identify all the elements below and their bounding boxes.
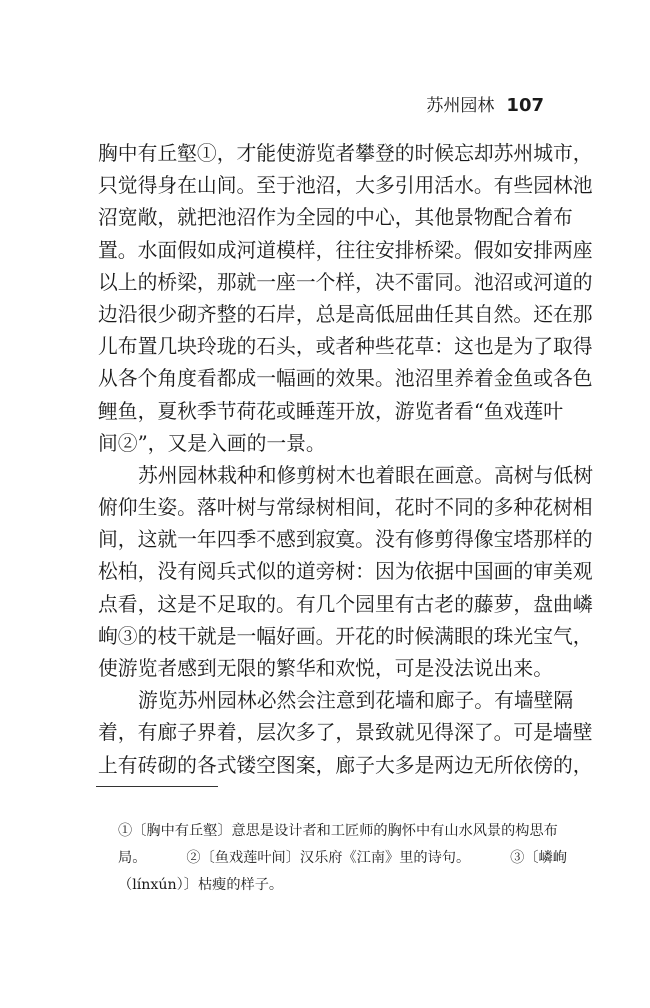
text-line: 点看，这是不足取的。有几个园里有古老的藤萝，盘曲嶙: [98, 592, 593, 616]
text-line: 使游览者感到无限的繁华和欢悦，可是没法说出来。: [98, 657, 553, 680]
chapter-title: 苏州园林: [426, 96, 495, 116]
text-line: 俯仰生姿。落叶树与常绿树相间，花时不同的多种花树相: [98, 496, 593, 520]
footnote-text: ③〔嶙峋: [510, 850, 567, 866]
body-text: [98, 138, 593, 782]
text-line: 置。水面假如成河道模样，往往安排桥梁。假如安排两座: [98, 238, 593, 262]
text-line: 沼宽敞，就把池沼作为全园的中心，其他景物配合着布: [98, 206, 573, 230]
text-line: 松柏，没有阅兵式似的道旁树：因为依据中国画的审美观: [98, 560, 593, 584]
text-line: 胸中有丘壑①，才能使游览者攀登的时候忘却苏州城市，: [98, 142, 593, 165]
footnotes: [118, 818, 567, 899]
text-line: 着，有廊子界着，层次多了，景致就见得深了。可是墙壁: [98, 721, 593, 745]
text-line: 间②”，又是入画的一景。: [98, 431, 326, 455]
text-line: 从各个角度看都成一幅画的效果。池沼里养着金鱼或各色: [98, 367, 593, 391]
footnote-text: 局。: [118, 850, 147, 866]
running-header: [426, 91, 544, 116]
text-line: 鲤鱼，夏秋季节荷花或睡莲开放，游览者看“鱼戏莲叶: [98, 399, 564, 423]
text-line: 间，这就一年四季不感到寂寞。没有修剪得像宝塔那样的: [98, 528, 593, 552]
footnote-divider: [96, 786, 218, 787]
text-line: 儿布置几块玲珑的石头，或者种些花草：这也是为了取得: [98, 335, 593, 359]
text-line: 峋③的枝干就是一幅好画。开花的时候满眼的珠光宝气，: [98, 624, 593, 648]
footnote-line: [118, 845, 567, 872]
footnote-line: （línxún）〕枯瘦的样子。: [118, 877, 284, 893]
footnote-text: ②〔鱼戏莲叶间〕汉乐府《江南》里的诗句。: [186, 850, 471, 866]
text-line: 游览苏州园林必然会注意到花墙和廊子。有墙壁隔: [138, 689, 574, 713]
text-line: 以上的桥梁，那就一座一个样，决不雷同。池沼或河道的: [98, 270, 593, 294]
text-line: 上有砖砌的各式镂空图案，廊子大多是两边无所依傍的，: [98, 753, 593, 777]
text-line: 边沿很少砌齐整的石岸，总是高低屈曲任其自然。还在那: [98, 302, 593, 326]
text-line: 苏州园林栽种和修剪树木也着眼在画意。高树与低树: [138, 463, 593, 487]
footnote-line: ①〔胸中有丘壑〕意思是设计者和工匠师的胸怀中有山水风景的构思布: [118, 823, 558, 839]
header-divider: [96, 118, 552, 119]
text-line: 只觉得身在山间。至于池沼，大多引用活水。有些园林池: [98, 174, 593, 198]
page-number: 107: [506, 95, 544, 116]
